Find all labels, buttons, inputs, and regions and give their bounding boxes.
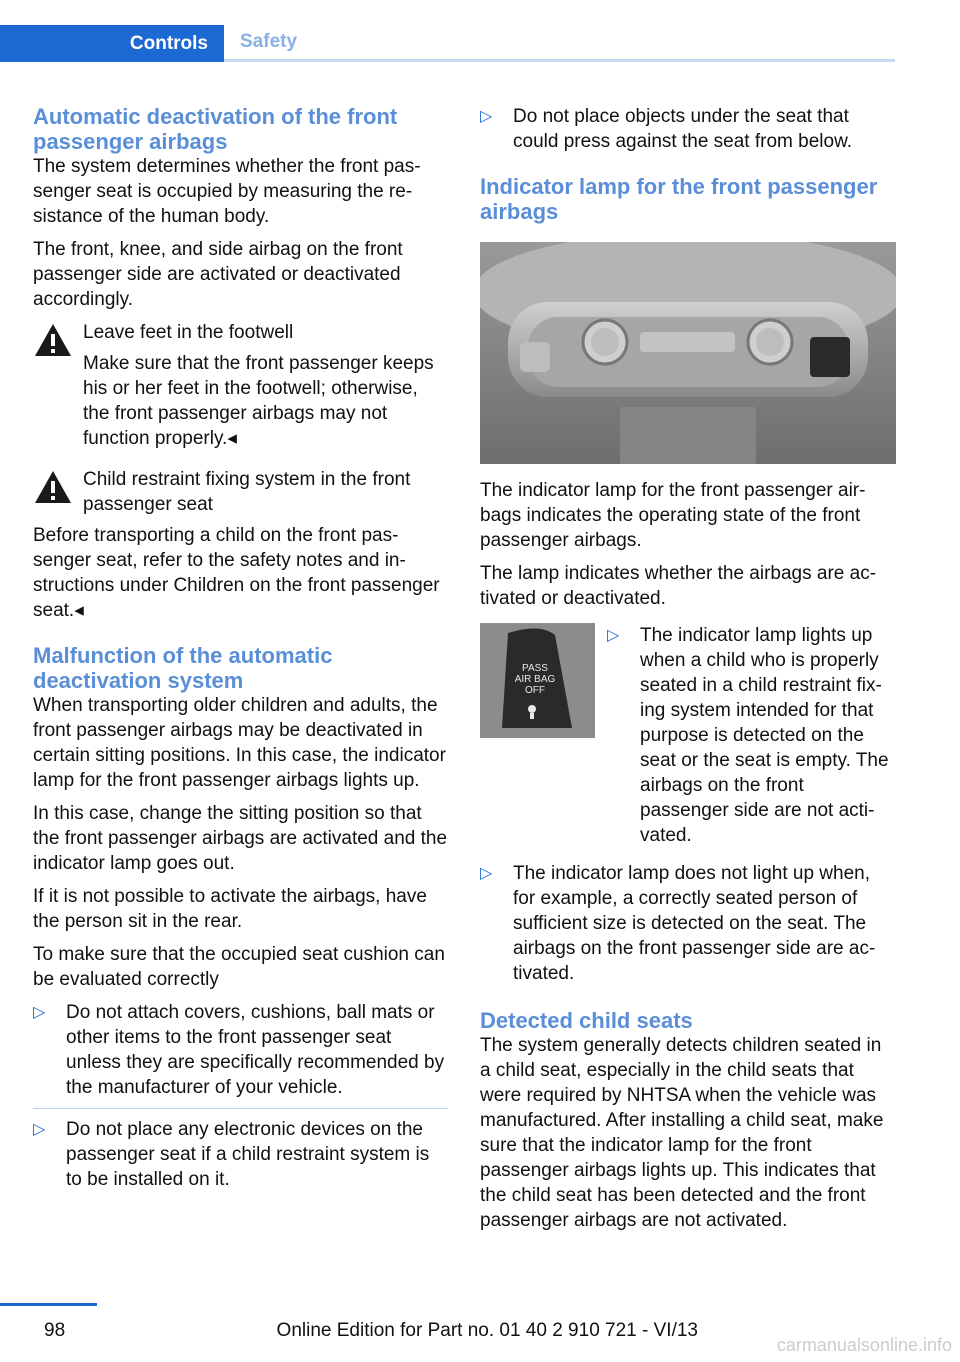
paragraph: The system determines whether the front passenger seat is occupied by measuring the resistance of the human body. (33, 156, 421, 227)
paragraph: The lamp indicates whether the airbags are activated or deactivated. (480, 563, 877, 609)
bullet-list (480, 104, 896, 162)
lamp-text-line: AIR BAG (514, 674, 556, 685)
paragraph: The front, knee, and side airbag on the front passenger side are activated or deactivated accordingly. (33, 239, 403, 310)
bullet-list (607, 623, 896, 864)
list-item: ▷ The indicator lamp does not light up when, for example, a correctly seated person of sufficient size is detected on the seat. The airbags on the front passenger side are activated. (480, 863, 876, 984)
right-column (480, 104, 896, 1241)
lamp-text-line: OFF (525, 685, 545, 696)
list-item: ▷ Do not attach covers, cushions, ball mats or other items to the front passenger seat unless they are specifically recommended by the manufacturer of your vehicle. (33, 1000, 448, 1109)
paragraph: In this case, change the sitting position so that the front passenger airbags are activated and the indicator lamp goes out. (33, 803, 448, 874)
paragraph: If it is not possible to activate the airbags, have the person sit in the rear. (33, 886, 427, 932)
warning-body: Make sure that the front passenger keeps his or her feet in the footwell; otherwise, the front passenger airbags may not function properly.◂ (83, 353, 434, 449)
warning-note (33, 320, 448, 451)
warning-body: Before transporting a child on the front passenger seat, refer to the safety notes and instructions under Children on the front passenger seat.◂ (33, 525, 440, 621)
bullet-list (480, 861, 896, 994)
warning-heading: Leave feet in the footwell (83, 322, 294, 343)
left-column (33, 104, 448, 1208)
paragraph: When transporting older children and adults, the front passenger airbags may be deactivated in certain sitting positions. In this case, the indicator lamp for the front passenger airbags lights up. (33, 695, 446, 791)
tab-controls[interactable]: Controls (0, 25, 224, 62)
section-heading-auto-deactivation: Automatic deactivation of the front passenger airbags (33, 104, 398, 154)
warning-heading: Child restraint fixing system in the front passenger seat (83, 469, 411, 515)
bullet-list (33, 1000, 448, 1200)
section-tabs (0, 25, 895, 62)
lamp-text-line: PASS (522, 663, 548, 674)
triangle-bullet-icon: ▷ (33, 1004, 46, 1021)
list-item: ▷ Do not place any electronic devices on the passenger seat if a child restraint system is to be installed on it. (33, 1119, 430, 1190)
footer-rule (0, 1303, 97, 1306)
paragraph: To make sure that the occupied seat cushion can be evaluated correctly (33, 944, 445, 990)
triangle-bullet-icon: ▷ (480, 865, 493, 882)
section-heading-detected-child-seats: Detected child seats (480, 1008, 693, 1033)
paragraph: The system generally detects children seated in a child seat, especially in the child seats that were required by NHTSA when the vehicle was manufactured. After installing a child seat, make sure that the indicator lamp for the front passenger airbags lights up. This indicates that the child seat has been detected and the front passenger airbags are not activated. (480, 1035, 884, 1231)
list-item: ▷ Do not place objects under the seat that could press against the seat from below. (480, 106, 853, 152)
edition-label: Online Edition for Part no. 01 40 2 910 721 - VI/13 (276, 1320, 698, 1341)
warning-triangle-icon (33, 469, 73, 505)
triangle-bullet-icon: ▷ (480, 108, 493, 125)
tab-safety[interactable]: Safety (224, 25, 895, 62)
paragraph: The indicator lamp for the front passenger airbags indicates the operating state of the front passenger airbags. (480, 480, 866, 551)
lamp-status-block (480, 623, 896, 863)
section-heading-indicator-lamp: Indicator lamp for the front passenger airbags (480, 174, 878, 224)
page-number: 98 (44, 1320, 66, 1341)
warning-note (33, 467, 448, 517)
list-item: ▷ The indicator lamp lights up when a child who is properly seated in a child restraint fixing system intended for that purpose is detected on the seat or the seat is empty. The airbags on the front passenger side are not activated. (607, 625, 889, 846)
triangle-bullet-icon: ▷ (33, 1121, 46, 1138)
warning-triangle-icon (33, 322, 73, 358)
triangle-bullet-icon: ▷ (607, 627, 620, 644)
section-heading-malfunction: Malfunction of the automatic deactivation system (33, 643, 333, 693)
airbag-off-lamp-photo (480, 623, 595, 738)
watermark: carmanualsonline.info (776, 1335, 952, 1355)
overhead-console-photo (480, 242, 896, 464)
